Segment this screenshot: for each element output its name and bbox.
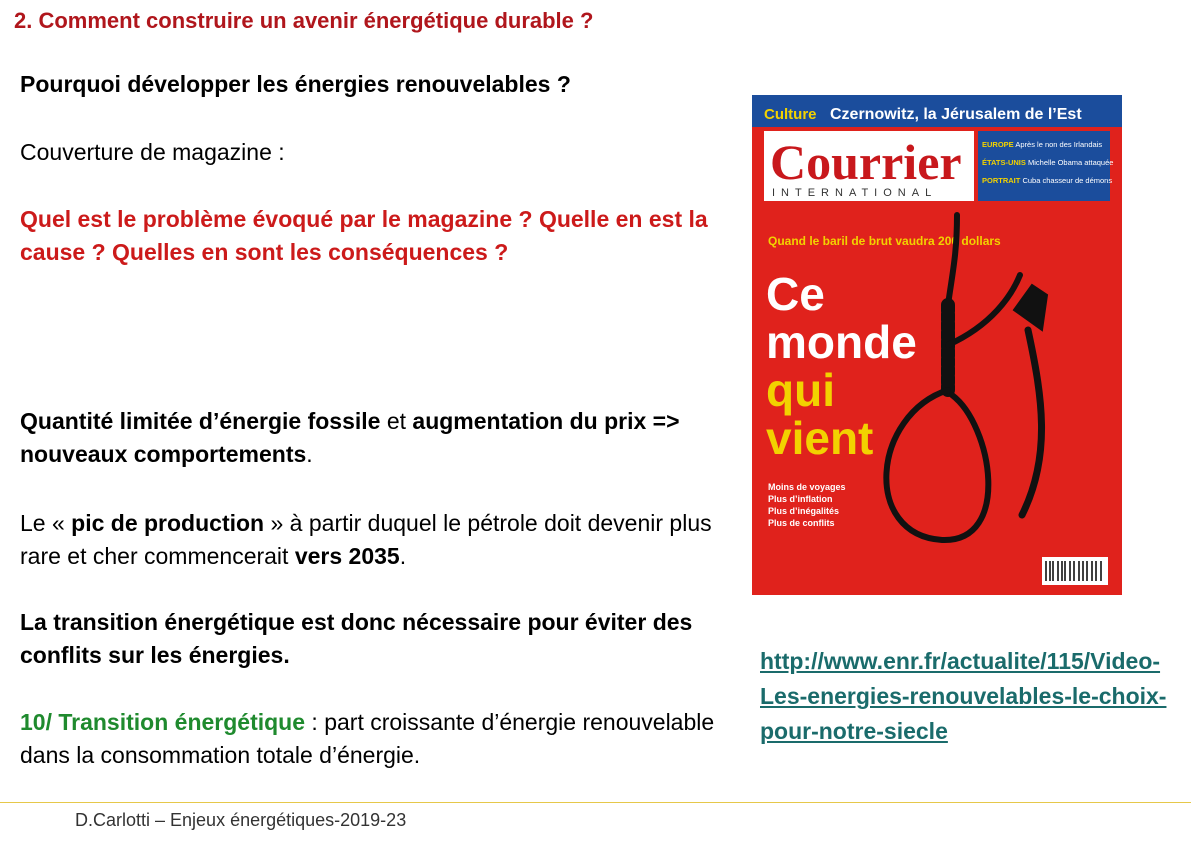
period-text: . — [399, 543, 407, 569]
cover-bullet: Plus de conflits — [768, 518, 835, 528]
fossil-limit-text: Quantité limitée d’énergie fossile — [20, 408, 381, 434]
cover-kicker: Quand le baril de brut vaudra 200 dollars — [768, 234, 1001, 248]
barcode — [1042, 557, 1108, 585]
slide-title: 2. Comment construire un avenir énergétique durable ? — [14, 8, 594, 33]
teaser-2-text: Michelle Obama attaquée — [1027, 158, 1114, 167]
video-link[interactable]: http://www.enr.fr/actualite/115/Video-Les-energies-renouvelables-le-choix-pour-notre-siecle — [760, 648, 1167, 744]
question-text: Quel est le problème évoqué par le magazine ? Quelle en est la cause ? Quelles en sont les conséquences ? — [20, 206, 708, 265]
magazine-logo: Courrier — [770, 134, 962, 190]
definition-text: : part croissante d’énergie renouvelable dans la consommation totale d’énergie. — [20, 709, 715, 768]
connector-text: et — [380, 408, 413, 434]
banner-label: Culture — [764, 106, 817, 123]
footer-credit: D.Carlotti – Enjeux énergétiques-2019-23 — [75, 810, 407, 830]
headline-word-2: monde — [766, 316, 917, 368]
period-text: . — [306, 441, 313, 467]
teaser-1-tag: EUROPE — [982, 140, 1014, 149]
cover-bullet: Plus d’inégalités — [768, 506, 840, 516]
cover-bullet: Plus d’inflation — [768, 494, 833, 504]
answer-paragraph-1 — [20, 405, 740, 471]
definition-paragraph — [20, 706, 740, 772]
teaser-3 — [982, 176, 1112, 185]
magazine-cover-image — [752, 95, 1122, 595]
text-part: » à partir duquel le pétrole doit devenir plus rare et cher commencerait — [20, 510, 712, 569]
teaser-2 — [982, 158, 1113, 167]
teaser-1-text: Après le non des Irlandais — [1015, 140, 1103, 149]
section-heading: Pourquoi développer les énergies renouvelables ? — [20, 71, 571, 97]
peak-production-text: pic de production — [71, 510, 265, 536]
headline-word-4: vient — [766, 412, 874, 464]
text-part: Le « — [20, 510, 72, 536]
magazine-label: Couverture de magazine : — [20, 139, 285, 165]
teaser-3-tag: PORTRAIT — [982, 176, 1021, 185]
teaser-2-tag: ÉTATS-UNIS — [982, 158, 1026, 167]
footer-divider — [0, 802, 1191, 803]
banner-title: Czernowitz, la Jérusalem de l’Est — [830, 106, 1082, 123]
conclusion-paragraph: La transition énergétique est donc nécessaire pour éviter des conflits sur les énergies. — [20, 609, 693, 668]
answer-paragraph-2 — [20, 507, 740, 573]
cover-bullet: Moins de voyages — [768, 482, 846, 492]
headline-word-1: Ce — [766, 268, 825, 320]
headline-word-3: qui — [766, 364, 835, 416]
magazine-logo-sub: INTERNATIONAL — [772, 187, 938, 199]
definition-term: 10/ Transition énergétique — [20, 709, 306, 735]
year-text: vers 2035 — [294, 543, 400, 569]
price-increase-text: augmentation du prix => nouveaux comportements — [20, 408, 680, 467]
teaser-3-text: Cuba chasseur de démons — [1022, 176, 1113, 185]
teaser-1 — [982, 140, 1102, 149]
